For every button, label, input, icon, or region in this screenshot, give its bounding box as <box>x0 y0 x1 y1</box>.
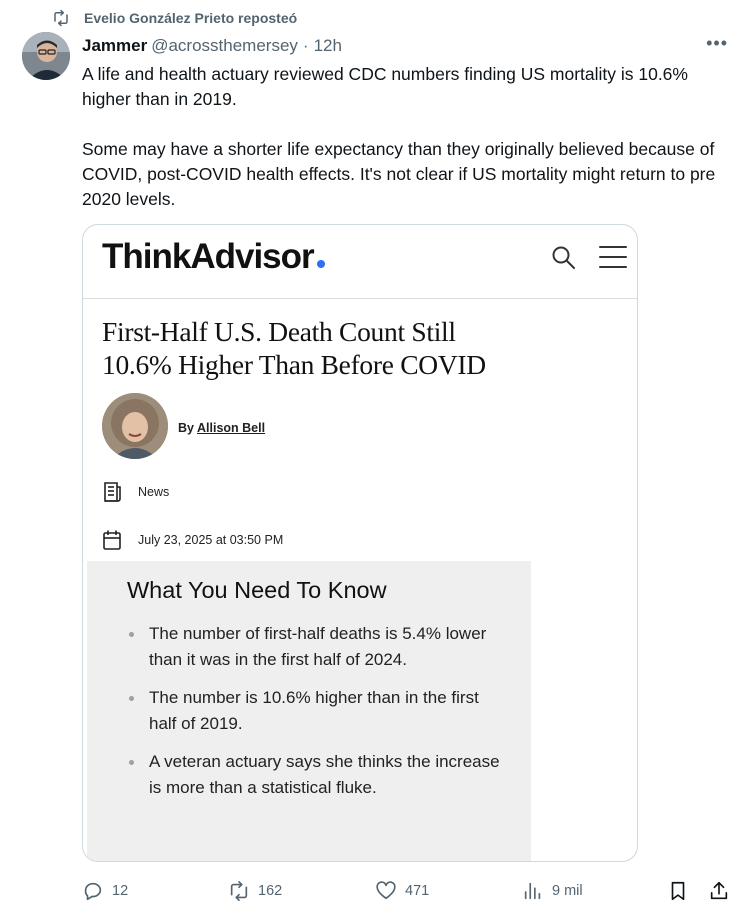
repost-icon <box>52 9 70 27</box>
like-count: 471 <box>405 883 430 899</box>
repost-button[interactable] <box>228 878 282 904</box>
timestamp[interactable]: 12h <box>313 36 342 55</box>
tweet-paragraph: A life and health actuary reviewed CDC numbers finding US mortality is 10.6% higher than in 2019. <box>82 64 688 109</box>
summary-list <box>149 621 509 813</box>
bookmark-button[interactable] <box>667 878 689 904</box>
site-header <box>83 225 637 299</box>
reply-icon <box>82 880 104 902</box>
list-item: The number of first-half deaths is 5.4% lower than it was in the first half of 2024. <box>149 621 509 673</box>
heart-icon <box>375 880 397 902</box>
like-button[interactable] <box>375 878 429 904</box>
tweet-paragraph: Some may have a shorter life expectancy than they originally believed because of COVID, post-COVID health effects. It's not clear if US mortality might return to pre 2020 levels. <box>82 139 716 209</box>
author-name[interactable]: Jammer <box>82 36 148 55</box>
avatar-image <box>22 32 70 80</box>
share-button[interactable] <box>708 878 730 904</box>
views-button[interactable] <box>522 878 583 904</box>
analytics-icon <box>522 880 544 902</box>
newspaper-icon <box>102 481 122 503</box>
hamburger-menu-icon <box>598 244 628 270</box>
repost-text: Evelio González Prieto reposteó <box>84 10 298 26</box>
category-row <box>102 481 169 503</box>
reply-count: 12 <box>112 883 129 899</box>
media-card[interactable] <box>82 224 638 862</box>
author-handle[interactable]: @acrossthemersey <box>151 36 298 55</box>
summary-title: What You Need To Know <box>127 577 387 603</box>
avatar[interactable] <box>22 32 70 80</box>
author-link: Allison Bell <box>197 421 266 435</box>
search-icon <box>551 245 577 271</box>
repost-icon <box>228 880 250 902</box>
logo-dot-icon <box>317 260 325 268</box>
article-headline: First-Half U.S. Death Count Still 10.6% Higher Than Before COVID <box>102 316 486 380</box>
repost-indicator[interactable] <box>52 9 297 27</box>
byline: By Allison Bell <box>178 421 266 435</box>
tweet-header <box>82 35 734 57</box>
author-photo <box>102 393 168 459</box>
share-icon <box>708 880 730 902</box>
list-item: The number is 10.6% higher than in the first half of 2019. <box>149 685 509 737</box>
reply-button[interactable] <box>82 878 128 904</box>
tweet-text <box>82 62 737 212</box>
article-date: July 23, 2025 at 03:50 PM <box>138 533 284 547</box>
repost-count: 162 <box>258 883 283 899</box>
calendar-icon <box>102 529 122 551</box>
list-item: A veteran actuary says she thinks the increase is more than a statistical fluke. <box>149 749 509 801</box>
separator-dot: · <box>302 36 309 55</box>
article-category: News <box>138 485 170 499</box>
summary-box <box>87 561 531 862</box>
bookmark-icon <box>667 880 689 902</box>
more-options-icon[interactable]: ••• <box>706 33 728 53</box>
view-count: 9 mil <box>552 883 583 899</box>
date-row <box>102 529 283 551</box>
site-logo: ThinkAdvisor <box>102 237 325 277</box>
tweet-actions <box>82 878 737 904</box>
